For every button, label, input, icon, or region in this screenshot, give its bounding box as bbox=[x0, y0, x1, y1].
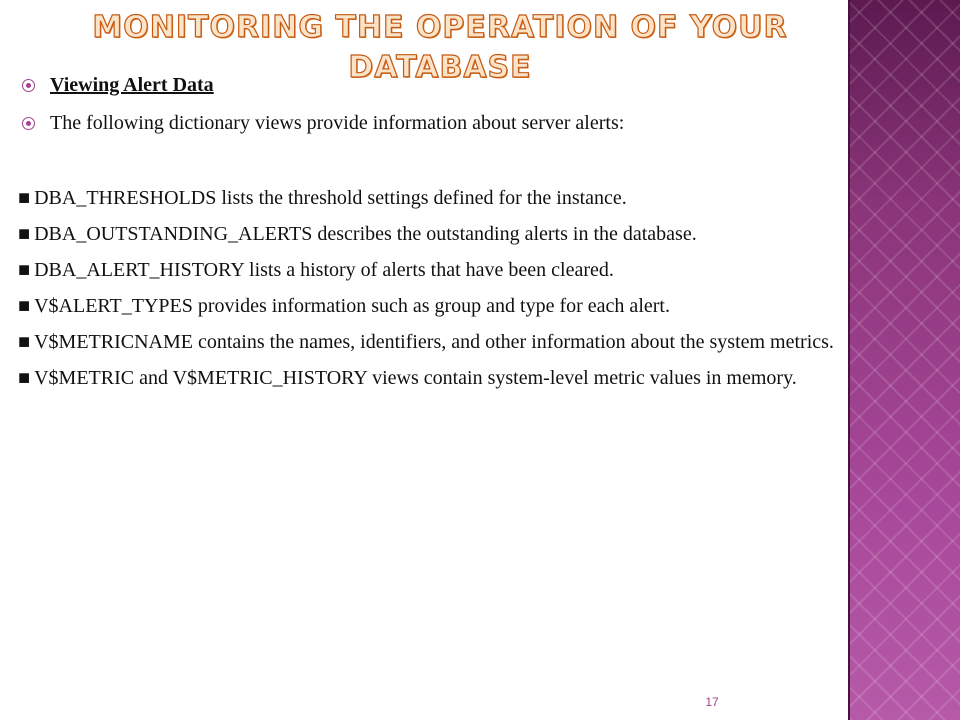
decorative-side-panel bbox=[848, 0, 960, 720]
black-square-icon: ■ bbox=[18, 187, 31, 209]
black-square-icon: ■ bbox=[18, 367, 31, 389]
view-item-text: DBA_THRESHOLDS lists the threshold settings defined for the instance. bbox=[34, 187, 627, 209]
view-item bbox=[18, 361, 838, 395]
dictionary-view-list bbox=[18, 181, 838, 397]
bullet-item bbox=[22, 66, 832, 104]
bullet-text: The following dictionary views provide information about server alerts: bbox=[50, 111, 625, 134]
view-item-text: V$METRICNAME contains the names, identifiers, and other information about the system metrics. bbox=[34, 331, 834, 353]
view-item-text: V$ALERT_TYPES provides information such as group and type for each alert. bbox=[34, 295, 670, 317]
black-square-icon: ■ bbox=[18, 295, 31, 317]
view-item bbox=[18, 217, 838, 251]
circle-bullet-icon bbox=[22, 79, 35, 92]
view-item bbox=[18, 325, 838, 359]
view-item-text: V$METRIC and V$METRIC_HISTORY views contain system-level metric values in memory. bbox=[34, 367, 797, 389]
bullet-heading: Viewing Alert Data bbox=[50, 73, 214, 96]
view-item-text: DBA_OUTSTANDING_ALERTS describes the outstanding alerts in the database. bbox=[34, 223, 697, 245]
bullet-item bbox=[22, 104, 832, 142]
black-square-icon: ■ bbox=[18, 259, 31, 281]
view-item-text: DBA_ALERT_HISTORY lists a history of alerts that have been cleared. bbox=[34, 259, 614, 281]
view-item bbox=[18, 253, 838, 287]
black-square-icon: ■ bbox=[18, 331, 31, 353]
bullet-list bbox=[22, 66, 832, 142]
black-square-icon: ■ bbox=[18, 223, 31, 245]
view-item bbox=[18, 289, 838, 323]
circle-bullet-icon bbox=[22, 117, 35, 130]
slide-title: MONITORING THE OPERATION OF YOUR DATABASE bbox=[92, 10, 788, 85]
page-number: 17 bbox=[705, 695, 719, 709]
view-item bbox=[18, 181, 838, 215]
